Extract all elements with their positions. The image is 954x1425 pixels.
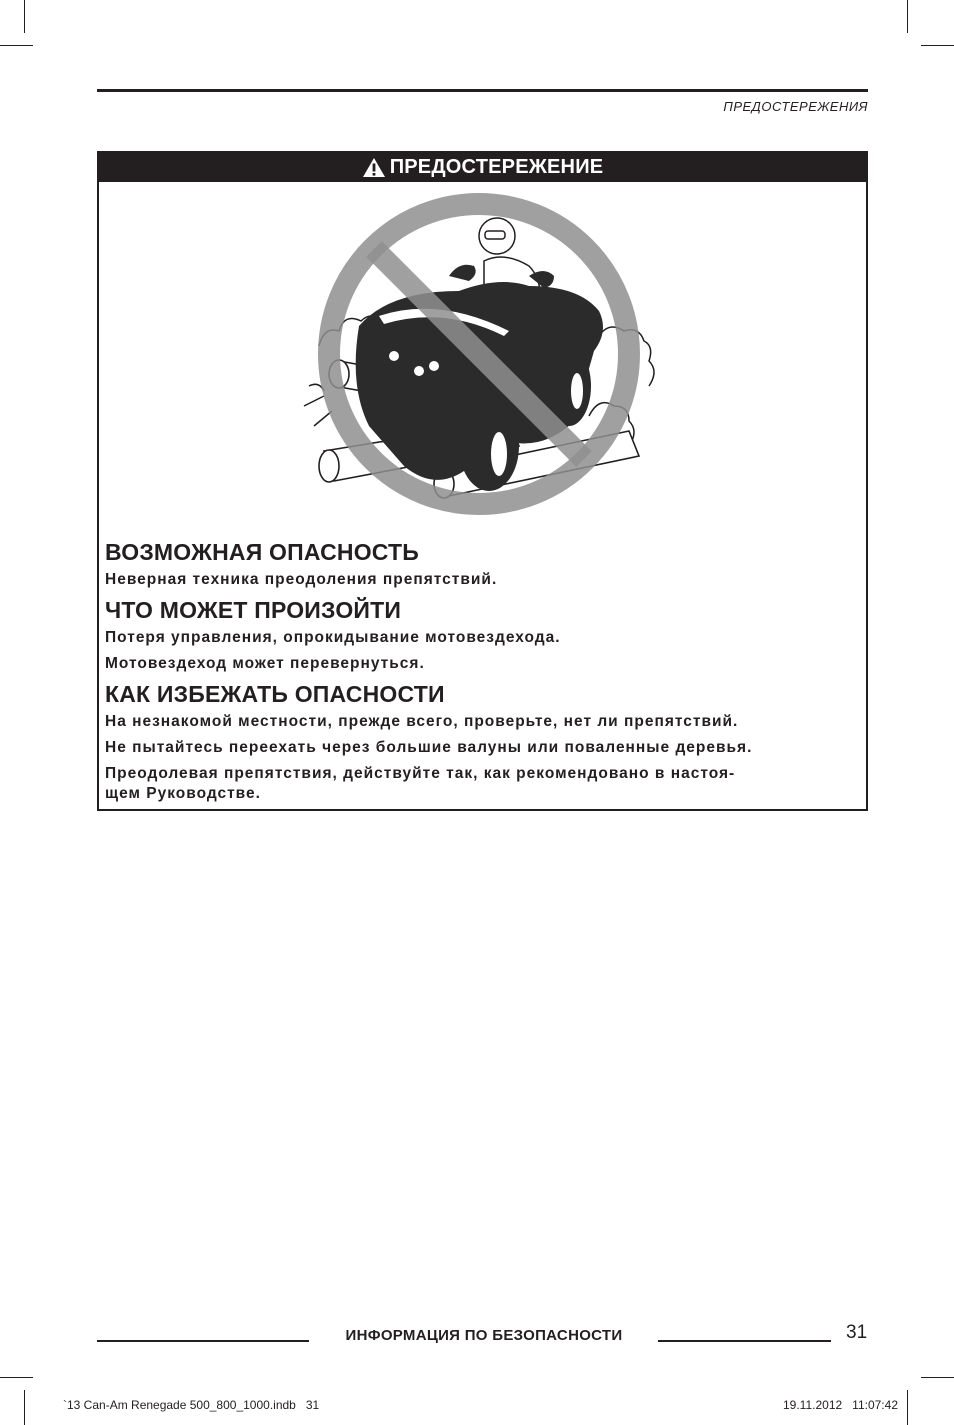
avoidance-text: Не пытайтесь переехать через большие валуны или поваленные деревья. xyxy=(105,739,753,756)
avoidance-text: щем Руководстве. xyxy=(105,785,261,802)
avoidance-text: Преодолевая препятствия, действуйте так, как рекомендовано в настоя- xyxy=(105,765,736,782)
page-number: 31 xyxy=(846,1322,868,1343)
crop-mark xyxy=(0,1377,33,1378)
crop-mark xyxy=(921,45,954,46)
consequence-text: Потеря управления, опрокидывание мотовездехода. xyxy=(105,629,561,646)
running-head: ПРЕДОСТЕРЕЖЕНИЯ xyxy=(723,99,868,114)
warning-text xyxy=(105,538,862,804)
avoidance-heading: КАК ИЗБЕЖАТЬ ОПАСНОСТИ xyxy=(105,681,445,707)
atv-over-logs-prohibited-illustration xyxy=(299,186,659,516)
crop-mark xyxy=(907,0,908,33)
avoidance-text: На незнакомой местности, прежде всего, проверьте, нет ли препятствий. xyxy=(105,713,739,730)
consequence-text: Мотовездеход может перевернуться. xyxy=(105,655,425,672)
crop-mark xyxy=(24,1390,25,1425)
crop-mark xyxy=(921,1377,954,1378)
footer-rule-right xyxy=(658,1340,831,1342)
warning-title: ПРЕДОСТЕРЕЖЕНИЕ xyxy=(389,156,604,178)
hazard-heading: ВОЗМОЖНАЯ ОПАСНОСТЬ xyxy=(105,539,419,565)
slug-file: `13 Can-Am Renegade 500_800_1000.indb 31 xyxy=(63,1398,320,1412)
footer-rule-left xyxy=(97,1340,309,1342)
crop-mark xyxy=(0,45,33,46)
warning-triangle-icon xyxy=(362,157,386,178)
header-rule xyxy=(97,89,868,92)
hazard-text: Неверная техника преодоления препятствий. xyxy=(105,571,498,588)
consequence-heading: ЧТО МОЖЕТ ПРОИЗОЙТИ xyxy=(105,597,402,623)
warning-box xyxy=(97,151,868,811)
crop-mark xyxy=(24,0,25,33)
warning-header xyxy=(99,153,866,182)
footer-section-title: ИНФОРМАЦИЯ ПО БЕЗОПАСНОСТИ xyxy=(345,1327,623,1344)
slug-timestamp: 19.11.2012 11:07:42 xyxy=(783,1398,898,1412)
crop-mark xyxy=(907,1390,908,1425)
